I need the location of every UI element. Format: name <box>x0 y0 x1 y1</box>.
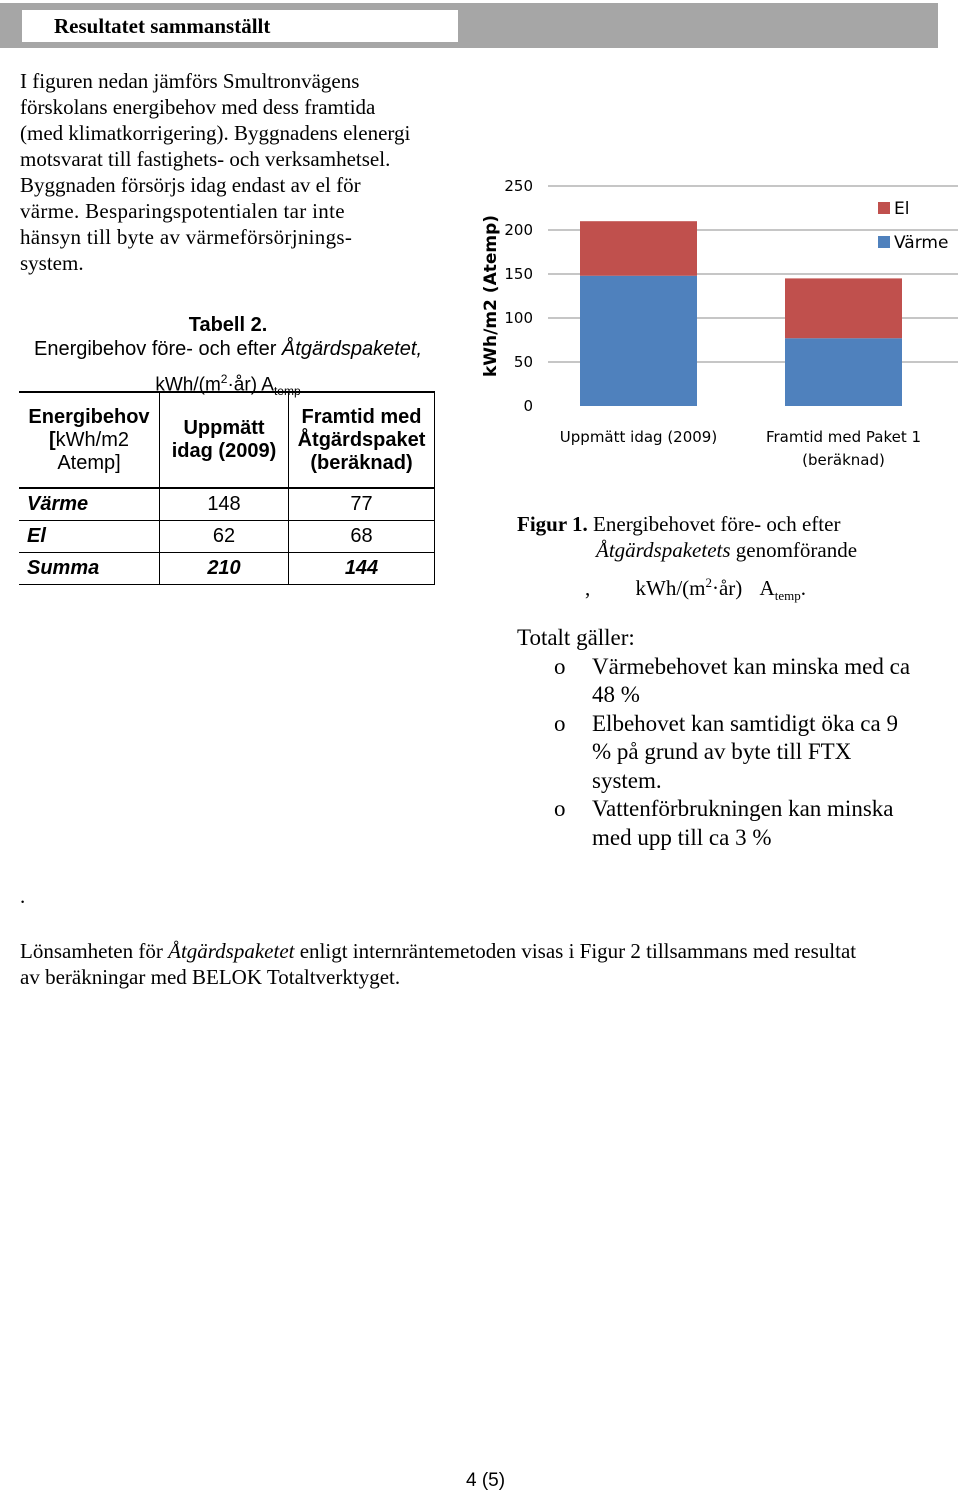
summary-item-line: Elbehovet kan samtidigt öka ca 9 <box>592 710 898 736</box>
legend-swatch <box>878 202 890 214</box>
header-future-c: (beräknad) <box>310 451 413 474</box>
figure-unit-b: ·år) <box>711 576 743 600</box>
header-energy-d: Atemp] <box>57 451 121 474</box>
legend-label: El <box>894 199 910 219</box>
summary-item-line: 48 % <box>592 682 640 707</box>
x-tick-label: Uppmätt idag (2009) <box>559 428 718 446</box>
table-row <box>19 553 435 585</box>
y-tick-label: 50 <box>513 353 533 371</box>
bullet-marker: o <box>554 796 566 821</box>
figure-text: Energibehovet före- och efter <box>593 512 841 536</box>
row-label: Värme <box>19 488 160 521</box>
intro-line: I figuren nedan jämförs Smultronvägens <box>20 69 360 93</box>
figure-label: Figur 1. <box>517 512 588 536</box>
row-label: El <box>19 521 160 553</box>
header-energy-c: kWh/m2 <box>55 428 129 451</box>
header-cell-measured <box>160 392 289 488</box>
bar-segment-el <box>580 221 697 276</box>
energy-table <box>19 391 435 585</box>
bar-segment-el <box>785 278 902 338</box>
table-header-row <box>19 392 435 488</box>
summary-item <box>517 710 947 796</box>
figure-unit-c: A <box>759 576 775 600</box>
y-tick-label: 200 <box>504 221 533 239</box>
intro-paragraph <box>20 68 450 276</box>
summary-item-line: med upp till ca 3 % <box>592 824 772 850</box>
header-energy-b: [ <box>48 428 56 451</box>
x-tick-label: Framtid med Paket 1 <box>765 428 922 446</box>
figure-caption <box>517 511 840 537</box>
figure-italic: Åtgärdspaketets <box>596 538 731 562</box>
intro-line: förskolans energibehov med dess framtida <box>20 95 376 119</box>
table-row <box>19 521 435 553</box>
table-caption-label-text: Tabell 2. <box>188 314 268 336</box>
intro-line: system. <box>20 251 84 275</box>
table-unit-b: ·år) A <box>227 374 274 396</box>
summary-heading: Totalt gäller: <box>517 625 635 650</box>
row-future: 77 <box>289 488 435 521</box>
bullet-marker: o <box>554 653 566 679</box>
figure-unit <box>585 568 806 611</box>
table-caption-label <box>18 312 438 338</box>
y-tick-label: 100 <box>504 309 533 327</box>
figure-unit-sub: temp <box>774 588 801 604</box>
summary-item <box>517 653 947 710</box>
row-measured: 148 <box>160 488 289 521</box>
figure-text2: genomförande <box>735 538 858 562</box>
row-future: 68 <box>289 521 435 553</box>
table-unit-a: kWh/(m <box>155 374 221 396</box>
para-text-a: Lönsamheten för <box>20 939 169 963</box>
para-italic: Åtgärdspaketet <box>168 939 295 963</box>
header-energy-a: Energibehov <box>28 405 150 428</box>
summary-item-line: system. <box>592 767 662 793</box>
bar-segment-värme <box>785 338 902 406</box>
bullet-marker: o <box>554 710 566 736</box>
intro-line: Byggnaden försörjs idag endast av el för <box>20 173 361 197</box>
table-row <box>19 488 435 521</box>
legend-label: Värme <box>894 233 949 253</box>
figure-caption-line2 <box>596 537 857 563</box>
header-cell-future <box>289 392 435 488</box>
section-title: Resultatet sammanställt <box>22 10 458 42</box>
row-measured: 210 <box>160 553 289 585</box>
y-axis-label: kWh/m2 (Atemp) <box>481 214 501 378</box>
row-future: 144 <box>289 553 435 585</box>
figure-unit-prefix: , <box>585 576 591 600</box>
row-measured: 62 <box>160 521 289 553</box>
y-tick-label: 150 <box>504 265 533 283</box>
figure-unit-sup: 2 <box>705 575 712 590</box>
page-number: 4 (5) <box>466 1470 506 1491</box>
closing-line-1 <box>20 938 940 964</box>
summary-list <box>517 624 947 852</box>
table-unit-sup: 2 <box>220 372 228 386</box>
table-caption-italic: Åtgärdspaketet, <box>281 338 423 360</box>
summary-item-line: % på grund av byte till FTX <box>592 739 852 764</box>
header-cell-energy <box>19 392 160 488</box>
y-tick-label: 250 <box>504 177 533 195</box>
energy-chart <box>470 170 960 480</box>
row-label: Summa <box>19 553 160 585</box>
summary-item-line: Vattenförbrukningen kan minska <box>592 796 894 821</box>
legend-swatch <box>878 236 890 248</box>
figure-unit-end: . <box>800 576 806 600</box>
header-measured-b: idag (2009) <box>171 440 277 462</box>
y-tick-label: 0 <box>523 397 533 415</box>
table-unit-sub: temp <box>273 384 301 399</box>
intro-line: värme. Besparingspotentialen tar inte <box>20 199 345 223</box>
table-caption <box>18 336 438 362</box>
header-measured-a: Uppmätt <box>183 417 265 439</box>
x-tick-label: (beräknad) <box>802 451 885 469</box>
stray-dot: . <box>20 884 26 908</box>
figure-unit-a: kWh/(m <box>635 576 706 600</box>
bar-segment-värme <box>580 276 697 406</box>
closing-paragraph <box>20 938 940 990</box>
summary-item-line: Värmebehovet kan minska med ca <box>592 653 911 679</box>
table-caption-text: Energibehov före- och efter <box>33 338 277 360</box>
intro-line: (med klimatkorrigering). Byggnadens elenergi <box>20 121 411 145</box>
summary-item <box>517 795 947 852</box>
intro-line: motsvarat till fastighets- och verksamhetsel. <box>20 147 391 171</box>
header-future-b: Åtgärdspaket <box>297 428 426 451</box>
closing-line-2: av beräkningar med BELOK Totaltverktyget. <box>20 965 401 989</box>
para-text-b: enligt internräntemetoden visas i Figur 2 tillsammans med resultat <box>294 939 857 963</box>
header-future-a: Framtid med <box>301 405 422 428</box>
intro-line: hänsyn till byte av värmeförsörjnings- <box>20 225 353 249</box>
